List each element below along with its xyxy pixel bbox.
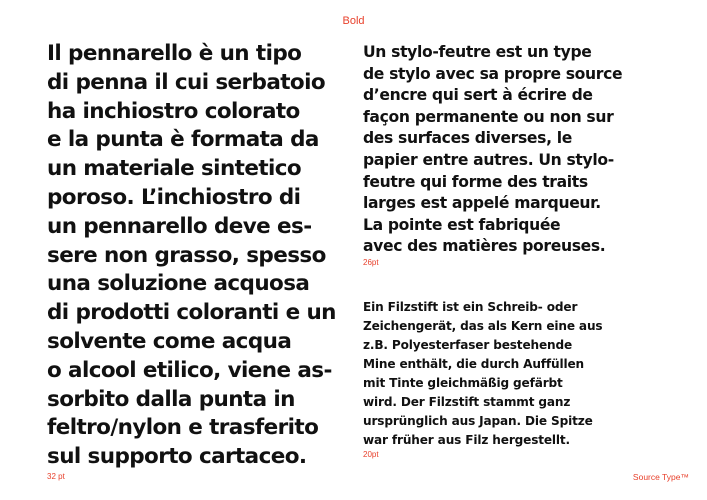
specimen-line: war früher aus Filz hergestellt. — [363, 433, 570, 447]
specimen-line: papier entre autres. Un stylo- — [363, 150, 614, 169]
specimen-line: Il pennarello è un tipo — [47, 41, 302, 66]
specimen-line: larges est appelé marqueur. — [363, 194, 601, 213]
specimen-line: La pointe est fabriquée — [363, 215, 561, 234]
specimen-line: ursprünglich aus Japan. Die Spitze — [363, 414, 593, 428]
size-label-26pt: 26pt — [363, 257, 379, 267]
specimen-italian — [47, 40, 357, 482]
specimen-line: Un stylo-feutre est un type — [363, 43, 592, 61]
weight-label: Bold — [342, 15, 365, 27]
specimen-line: Mine enthält, die durch Auffüllen — [363, 357, 584, 371]
specimen-line: sere non grasso, spesso — [47, 242, 326, 268]
specimen-line: sul supporto cartaceo. — [47, 444, 307, 470]
specimen-line: una soluzione acquosa — [47, 271, 310, 297]
specimen-line: sorbito dalla punta in — [47, 386, 295, 412]
specimen-line: poroso. L’inchiostro di — [47, 184, 301, 210]
specimen-line: ha inchiostro colorato — [47, 98, 300, 124]
specimen-german — [363, 298, 602, 460]
specimen-line: Ein Filzstift ist ein Schreib- oder — [363, 300, 578, 314]
specimen-line: un materiale sintetico — [47, 156, 302, 182]
size-label-20pt: 20pt — [363, 450, 379, 459]
specimen-line: Zeichengerät, das als Kern eine aus — [363, 319, 603, 333]
specimen-line: des surfaces diverses, le — [363, 129, 572, 148]
specimen-line: e la punta è formata da — [47, 127, 319, 153]
specimen-line: de stylo avec sa propre source — [363, 64, 623, 83]
specimen-line: mit Tinte gleichmäßig gefärbt — [363, 376, 563, 390]
specimen-line: feltro/nylon e trasferito — [47, 415, 319, 441]
specimen-line: d’encre qui sert à écrire de — [363, 86, 593, 105]
specimen-line: di prodotti coloranti e un — [47, 300, 336, 326]
specimen-line: feutre qui forme des traits — [363, 172, 588, 191]
size-label-32pt: 32 pt — [47, 471, 65, 481]
specimen-line: di penna il cui serbatoio — [47, 69, 326, 95]
specimen-line: o alcool etilico, viene as- — [47, 357, 332, 383]
specimen-line: solvente come acqua — [47, 328, 292, 354]
specimen-line: avec des matières poreuses. — [363, 237, 606, 256]
specimen-line: un pennarello deve es- — [47, 213, 312, 239]
specimen-french — [363, 42, 622, 268]
specimen-line: façon permanente ou non sur — [363, 107, 614, 126]
brand-label: Source Type™ — [632, 472, 689, 482]
specimen-line: wird. Der Filzstift stammt ganz — [363, 395, 571, 409]
specimen-line: z.B. Polyesterfaser bestehende — [363, 338, 573, 352]
